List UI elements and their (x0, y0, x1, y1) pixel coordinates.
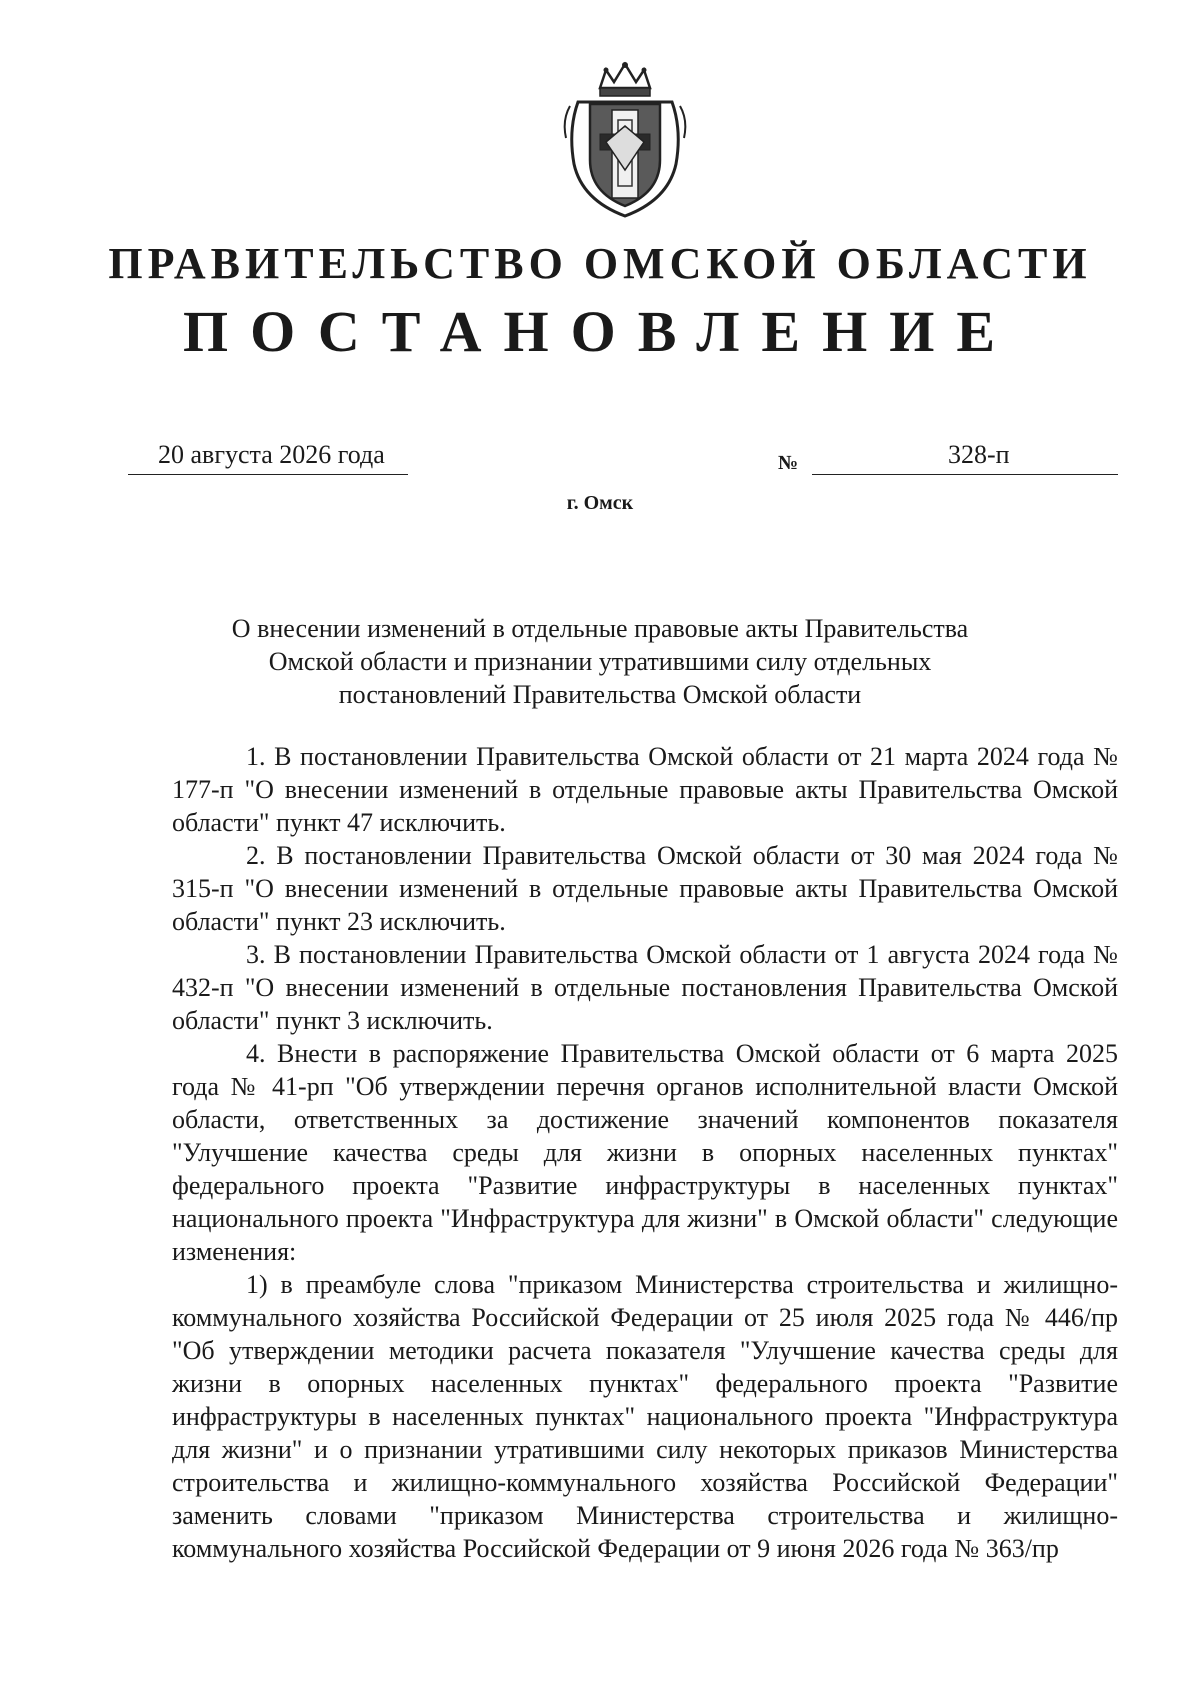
number-sign: № (778, 452, 799, 474)
paragraph-4: 4. Внести в распоряжение Правительства Омской области от 6 марта 2025 года № 41-рп "Об утверждении перечня органов исполнительной власти Омской области, ответственных за достижение значений компонентов показателя "Улучшение качества среды для жизни в опорных населенных пунктах" федерального проекта "Развитие инфраструктуры в населенных пунктах" национального проекта "Инфраструктура для жизни" в Омской области" следующие изменения: (172, 1039, 1118, 1266)
organization-title: ПРАВИТЕЛЬСТВО ОМСКОЙ ОБЛАСТИ (108, 239, 1092, 288)
document-subject (200, 612, 1000, 711)
number-field (812, 440, 1118, 475)
paragraph-1: 1. В постановлении Правительства Омской области от 21 марта 2024 года № 177-п "О внесении изменений в отдельные правовые акты Правительства Омской области" пункт 47 исключить. (172, 742, 1118, 837)
date-field (128, 440, 408, 475)
paragraph-3: 3. В постановлении Правительства Омской области от 1 августа 2024 года № 432-п "О внесении изменений в отдельные постановления Правительства Омской области" пункт 3 исключить. (172, 940, 1118, 1035)
subject-line: постановлений Правительства Омской области (338, 680, 862, 709)
omsk-coat-of-arms-icon (560, 60, 690, 220)
document-body (172, 740, 1118, 1565)
document-type-title: ПОСТАНОВЛЕНИЕ (182, 299, 1018, 364)
paragraph-2: 2. В постановлении Правительства Омской области от 30 мая 2024 года № 315-п "О внесении изменений в отдельные правовые акты Правительства Омской области" пункт 23 исключить. (172, 841, 1118, 936)
subject-line: Омской области и признании утратившими силу отдельных (268, 647, 932, 676)
subject-line: О внесении изменений в отдельные правовые акты Правительства (231, 614, 969, 643)
document-number: 328-п (948, 440, 1010, 469)
city-label: г. Омск (566, 492, 634, 514)
subparagraph-4-1: 1) в преамбуле слова "приказом Министерства строительства и жилищно-коммунального хозяйства Российской Федерации от 25 июля 2025 года № 446/пр "Об утверждении методики расчета показателя "Улучшение качества среды для жизни в опорных населенных пунктах" федерального проекта "Развитие инфраструктуры в населенных пунктах" национального проекта "Инфраструктура для жизни" и о признании утратившими силу некоторых приказов Министерства строительства и жилищно-коммунального хозяйства Российской Федерации" заменить словами "приказом Министерства строительства и жилищно-коммунального хозяйства Российской Федерации от 9 июня 2026 года № 363/пр (172, 1270, 1118, 1563)
document-date: 20 августа 2026 года (158, 440, 385, 469)
